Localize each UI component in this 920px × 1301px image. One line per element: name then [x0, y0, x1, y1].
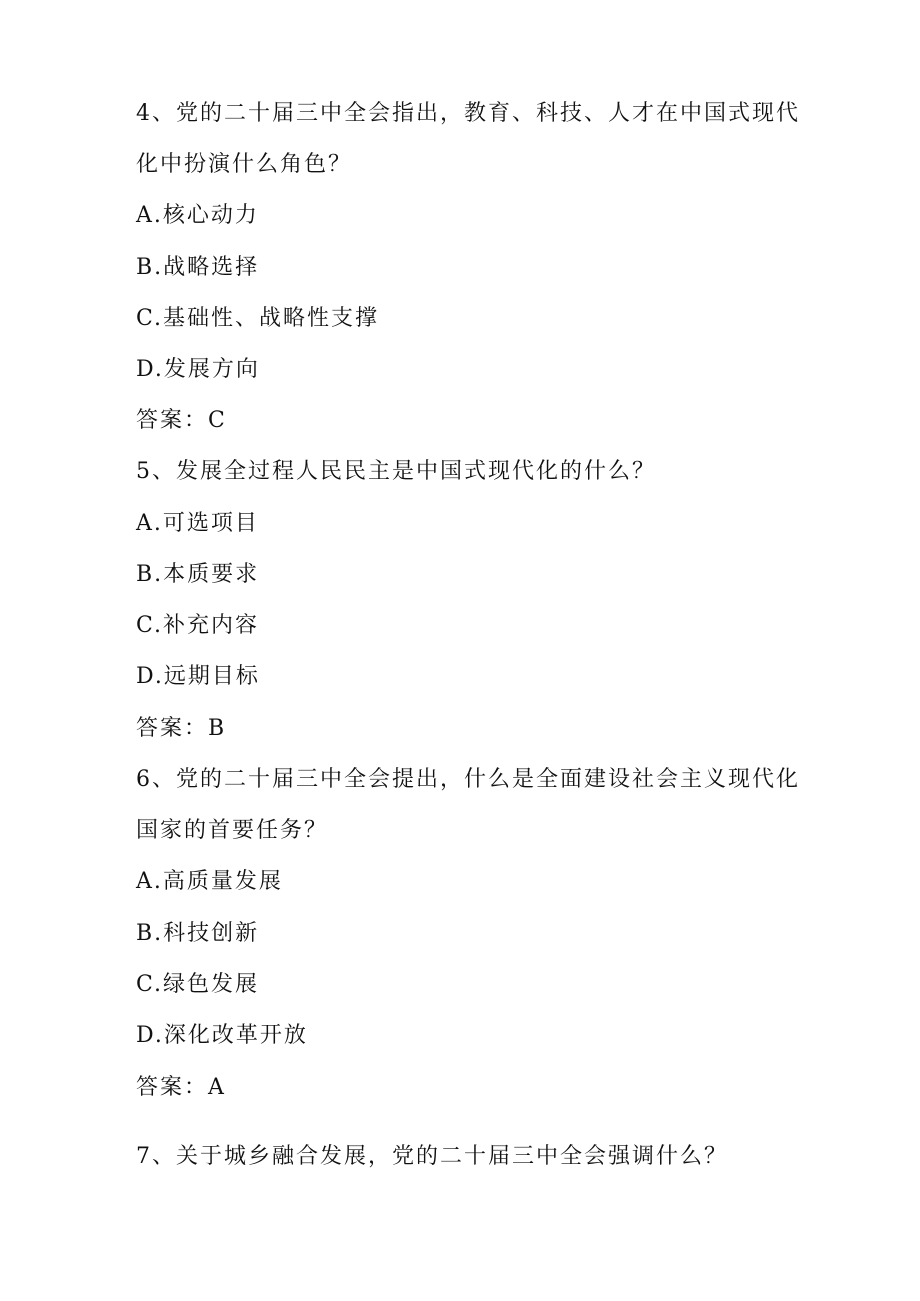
- question-6-option-d: D.深化改革开放: [136, 1023, 308, 1048]
- question-6-answer: 答案：A: [136, 1075, 226, 1100]
- question-6-option-c: C.绿色发展: [136, 972, 260, 997]
- question-5-option-d: D.远期目标: [136, 664, 260, 689]
- question-4-answer: 答案：C: [136, 408, 227, 433]
- question-5-stem: 5、发展全过程人民民主是中国式现代化的什么？: [136, 459, 656, 484]
- question-6-stem: 6、党的二十届三中全会提出，什么是全面建设社会主义现代化: [136, 767, 800, 792]
- question-4-option-c: C.基础性、战略性支撑: [136, 306, 380, 331]
- question-5-option-a: A.可选项目: [136, 511, 259, 536]
- question-6-option-b: B.科技创新: [136, 921, 260, 946]
- question-4-option-a: A.核心动力: [136, 203, 259, 228]
- question-4-option-d: D.发展方向: [136, 357, 260, 382]
- question-5-answer: 答案：B: [136, 716, 227, 741]
- question-4-option-b: B.战略选择: [136, 255, 260, 280]
- question-4-stem-continued: 化中扮演什么角色？: [136, 152, 353, 177]
- question-6-stem-continued: 国家的首要任务？: [136, 818, 329, 843]
- question-5-option-b: B.本质要求: [136, 562, 260, 587]
- question-5-option-c: C.补充内容: [136, 613, 260, 638]
- question-4-stem: 4、党的二十届三中全会指出，教育、科技、人才在中国式现代: [136, 101, 800, 126]
- question-7-stem: 7、关于城乡融合发展，党的二十届三中全会强调什么？: [136, 1144, 728, 1169]
- question-6-option-a: A.高质量发展: [136, 869, 283, 894]
